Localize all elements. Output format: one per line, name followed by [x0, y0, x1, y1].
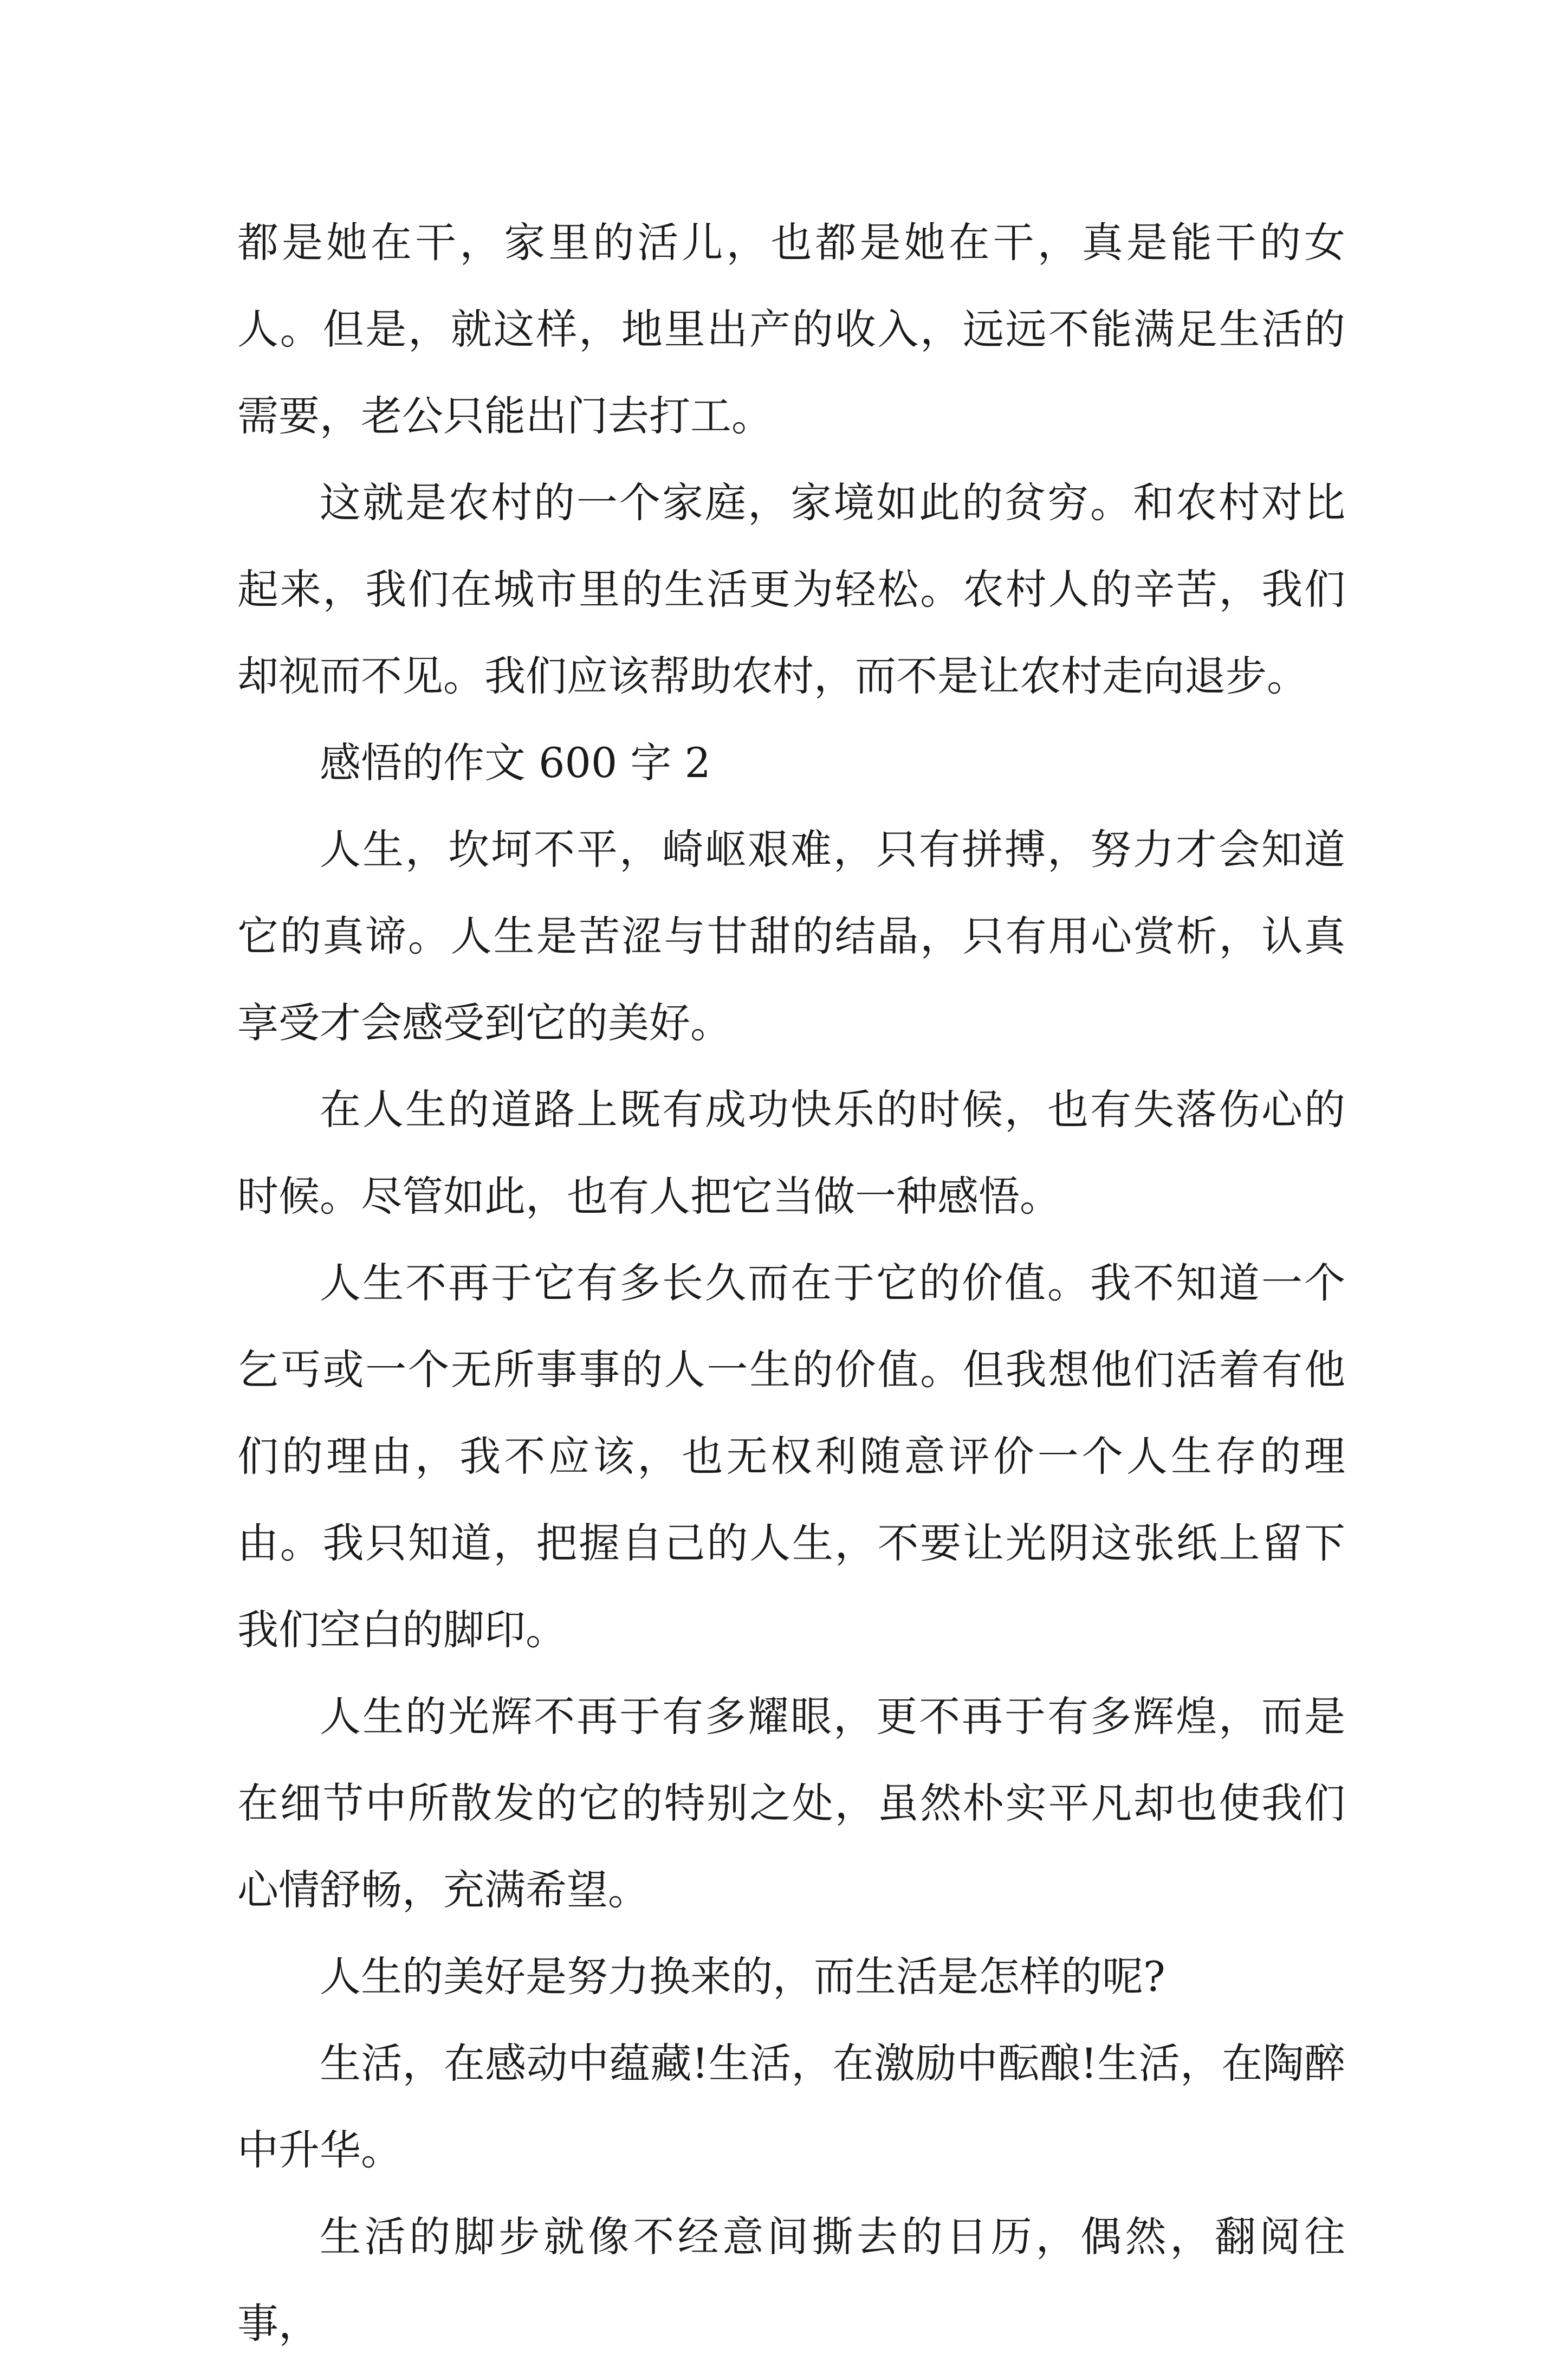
paragraph: 生活，在感动中蕴藏!生活，在激励中酝酿!生活，在陶醉中升华。 [237, 2039, 1345, 2174]
paragraph: 人生不再于它有多长久而在于它的价值。我不知道一个乞丐或一个无所事事的人一生的价值。但我想他们活着有他们的理由，我不应该，也无权利随意评价一个人生存的理由。我只知道，把握自己的人生，不要让光阴这张纸上留下我们空白的脚印。 [237, 1259, 1345, 1654]
paragraph: 人生的光辉不再于有多耀眼，更不再于有多辉煌，而是在细节中所散发的它的特别之处，虽然朴实平凡却也使我们心情舒畅，充满希望。 [237, 1692, 1345, 1914]
paragraph: 生活的脚步就像不经意间撕去的日历，偶然，翻阅往事， [237, 2213, 1345, 2347]
paragraph: 这就是农村的一个家庭，家境如此的贫穷。和农村对比起来，我们在城市里的生活更为轻松。农村人的辛苦，我们却视而不见。我们应该帮助农村，而不是让农村走向退步。 [237, 478, 1345, 700]
section-heading: 感悟的作文 600 字 2 [320, 739, 711, 787]
paragraph-continued: 都是她在干，家里的活儿，也都是她在干，真是能干的女人。但是，就这样，地里出产的收入，远远不能满足生活的需要，老公只能出门去打工。 [237, 218, 1345, 440]
paragraph: 在人生的道路上既有成功快乐的时候，也有失落伤心的时候。尽管如此，也有人把它当做一种感悟。 [237, 1085, 1345, 1220]
paragraph: 人生，坎坷不平，崎岖艰难，只有拼搏，努力才会知道它的真谛。人生是苦涩与甘甜的结晶，只有用心赏析，认真享受才会感受到它的美好。 [237, 825, 1345, 1047]
document-body [237, 199, 1345, 2367]
paragraph: 人生的美好是努力换来的，而生活是怎样的呢? [320, 1952, 1165, 2001]
